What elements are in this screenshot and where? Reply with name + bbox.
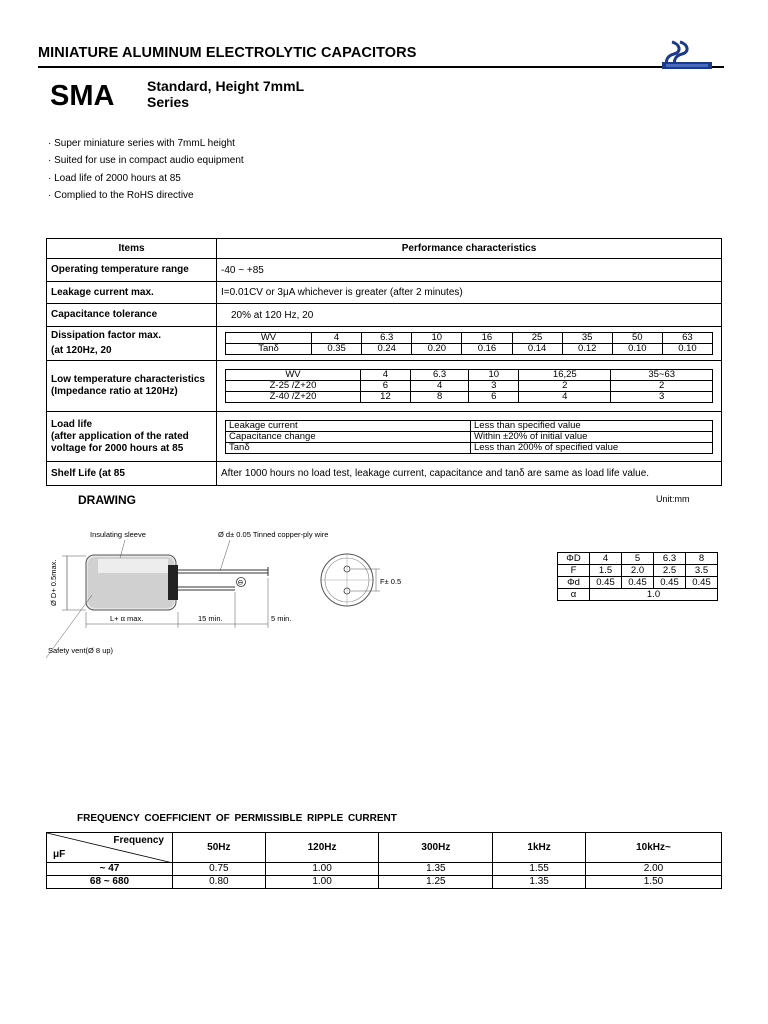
lt-cell: 12 xyxy=(361,392,411,403)
ll-label xyxy=(47,412,217,462)
lt-head-cell: 10 xyxy=(469,370,519,381)
ripple-table xyxy=(46,832,722,889)
ripple-cell: 1.50 xyxy=(585,876,721,889)
subtitle-line-1: Standard, Height 7mmL xyxy=(147,78,305,94)
ripple-corner-cell xyxy=(47,833,173,863)
feature-list xyxy=(48,138,244,207)
dim-cell: 1.5 xyxy=(590,565,622,577)
lt-table xyxy=(225,369,713,403)
df-cell: 0.35 xyxy=(312,344,362,355)
subtitle-line-2: Series xyxy=(147,94,190,110)
cap-tol-label: Capacitance tolerance xyxy=(47,304,217,327)
df-cell: 0.12 xyxy=(562,344,612,355)
header-rule xyxy=(38,66,724,68)
dim-cell: 0.45 xyxy=(590,577,622,589)
df-head-cell: 63 xyxy=(662,333,712,344)
ripple-cell: 2.00 xyxy=(585,863,721,876)
lt-cell: 2 xyxy=(611,381,713,392)
ripple-title: FREQUENCY COEFFICIENT OF PERMISSIBLE RIPPLE CURRENT xyxy=(77,813,397,824)
op-temp-label: Operating temperature range xyxy=(47,259,217,282)
lt-cell: 3 xyxy=(469,381,519,392)
dim-head-cell: 5 xyxy=(622,553,654,565)
vent-label: Safety vent(Ø 8 up) xyxy=(48,646,114,655)
ll-cell: Capacitance change xyxy=(226,431,471,442)
df-cell: 0.10 xyxy=(612,344,662,355)
ripple-cell: 1.25 xyxy=(379,876,493,889)
lt-cell: 8 xyxy=(410,392,468,403)
feature-item: · Super miniature series with 7mmL height xyxy=(48,138,235,149)
lt-cell: 2 xyxy=(519,381,611,392)
brand-logo-icon xyxy=(652,40,714,70)
shelf-label: Shelf Life (at 85 xyxy=(47,462,217,486)
dim-head-cell: 4 xyxy=(590,553,622,565)
df-label xyxy=(47,327,217,361)
series-name: SMA xyxy=(50,80,115,112)
minus-sign: ⊖ xyxy=(237,579,244,587)
dimension-table xyxy=(557,552,718,601)
dim-cell: α xyxy=(558,589,590,601)
dim-cell: 0.45 xyxy=(686,577,718,589)
unit-label: Unit:mm xyxy=(656,494,690,504)
df-head-cell: 50 xyxy=(612,333,662,344)
df-head-cell: 35 xyxy=(562,333,612,344)
frequency-label: Frequency xyxy=(113,835,164,846)
wire-label: Ø d± 0.05 Tinned copper-ply wire xyxy=(218,530,329,539)
df-head-cell: 10 xyxy=(412,333,462,344)
df-head-cell: WV xyxy=(226,333,312,344)
freq-head-cell: 10kHz~ xyxy=(585,833,721,863)
ll-cell: Leakage current xyxy=(226,420,471,431)
dim-head-cell: 6.3 xyxy=(654,553,686,565)
df-table xyxy=(225,332,713,355)
lead-5-label: 5 min. xyxy=(271,614,292,623)
feature-item: · Complied to the RoHS directive xyxy=(48,189,194,201)
uf-label: μF xyxy=(53,849,66,860)
ripple-cell: 1.35 xyxy=(493,876,586,889)
ripple-cell: 1.00 xyxy=(265,863,379,876)
dim-cell: Φd xyxy=(558,577,590,589)
lt-cell: 6 xyxy=(361,381,411,392)
ripple-cell: 1.55 xyxy=(493,863,586,876)
ripple-cell: 1.00 xyxy=(265,876,379,889)
dim-cell: 0.45 xyxy=(654,577,686,589)
ripple-row-label: 68 ~ 680 xyxy=(47,876,173,889)
page-title: MINIATURE ALUMINUM ELECTROLYTIC CAPACITORS xyxy=(38,45,417,61)
sleeve-label: Insulating sleeve xyxy=(90,530,146,539)
col-items-header: Items xyxy=(47,239,217,259)
dim-cell: 0.45 xyxy=(622,577,654,589)
ll-label-line-2: (after application of the rated xyxy=(51,430,189,442)
lt-head-cell: 35~63 xyxy=(611,370,713,381)
ripple-row-label: ~ 47 xyxy=(47,863,173,876)
shelf-value: After 1000 hours no load test, leakage current, capacitance and tanδ are same as load life value. xyxy=(217,462,722,486)
f-label: F± 0.5 xyxy=(380,577,402,586)
dim-cell: 1.0 xyxy=(590,589,718,601)
df-head-cell: 16 xyxy=(462,333,512,344)
performance-table xyxy=(46,238,722,486)
op-temp-value: -40 ~ +85 xyxy=(217,259,722,282)
lt-cell: 6 xyxy=(469,392,519,403)
ripple-cell: 0.75 xyxy=(173,863,266,876)
dim-cell: 3.5 xyxy=(686,565,718,577)
dim-cell: F xyxy=(558,565,590,577)
lt-cell: 4 xyxy=(410,381,468,392)
col-perf-header: Performance characteristics xyxy=(217,239,722,259)
cap-tol-value: 20% at 120 Hz, 20 xyxy=(217,304,722,327)
lt-cell: Z-25 /Z+20 xyxy=(226,381,361,392)
freq-head-cell: 300Hz xyxy=(379,833,493,863)
leakage-label: Leakage current max. xyxy=(47,282,217,304)
ll-cell: Less than 200% of specified value xyxy=(471,442,713,453)
ll-cell: Tanδ xyxy=(226,442,471,453)
lt-cell: 3 xyxy=(611,392,713,403)
leakage-value: I=0.01CV or 3μA whichever is greater (after 2 minutes) xyxy=(217,282,722,304)
df-cell: 0.20 xyxy=(412,344,462,355)
ripple-cell: 0.80 xyxy=(173,876,266,889)
df-label-line-1: Dissipation factor max. xyxy=(51,330,162,341)
ll-cell: Less than specified value xyxy=(471,420,713,431)
dim-cell: 2.0 xyxy=(622,565,654,577)
feature-item: · Load life of 2000 hours at 85 xyxy=(48,172,181,184)
df-cell: 0.16 xyxy=(462,344,512,355)
df-cell: 0.10 xyxy=(662,344,712,355)
df-label-line-2: (at 120Hz, 20 xyxy=(51,345,112,356)
lt-cell: Z-40 /Z+20 xyxy=(226,392,361,403)
dim-head-cell: 8 xyxy=(686,553,718,565)
freq-head-cell: 50Hz xyxy=(173,833,266,863)
df-cell: Tanδ xyxy=(226,344,312,355)
ll-label-line-3: voltage for 2000 hours at 85 xyxy=(51,442,184,454)
dim-head-cell: ΦD xyxy=(558,553,590,565)
df-head-cell: 6.3 xyxy=(362,333,412,344)
df-head-cell: 4 xyxy=(312,333,362,344)
lt-label xyxy=(47,361,217,412)
length-label: L+ α max. xyxy=(110,614,144,623)
df-head-cell: 25 xyxy=(512,333,562,344)
ripple-cell: 1.35 xyxy=(379,863,493,876)
ll-label-line-1: Load life xyxy=(51,418,93,430)
ll-table xyxy=(225,420,713,454)
feature-item: · Suited for use in compact audio equipment xyxy=(48,155,244,167)
lead-15-label: 15 min. xyxy=(198,614,223,623)
lt-label-line-2: (Impedance ratio at 120Hz) xyxy=(51,386,178,397)
ll-cell: Within ±20% of initial value xyxy=(471,431,713,442)
dim-cell: 2.5 xyxy=(654,565,686,577)
series-subtitle xyxy=(147,78,304,110)
capacitor-drawing xyxy=(40,520,440,660)
lt-label-line-1: Low temperature characteristics xyxy=(51,374,205,385)
df-cell: 0.24 xyxy=(362,344,412,355)
freq-head-cell: 1kHz xyxy=(493,833,586,863)
freq-head-cell: 120Hz xyxy=(265,833,379,863)
diameter-label: Ø D+ 0.5max. xyxy=(49,559,58,606)
drawing-title: DRAWING xyxy=(78,493,136,507)
df-cell: 0.14 xyxy=(512,344,562,355)
lt-cell: 4 xyxy=(519,392,611,403)
lt-head-cell: WV xyxy=(226,370,361,381)
lt-head-cell: 4 xyxy=(361,370,411,381)
lt-head-cell: 16,25 xyxy=(519,370,611,381)
lt-head-cell: 6.3 xyxy=(410,370,468,381)
